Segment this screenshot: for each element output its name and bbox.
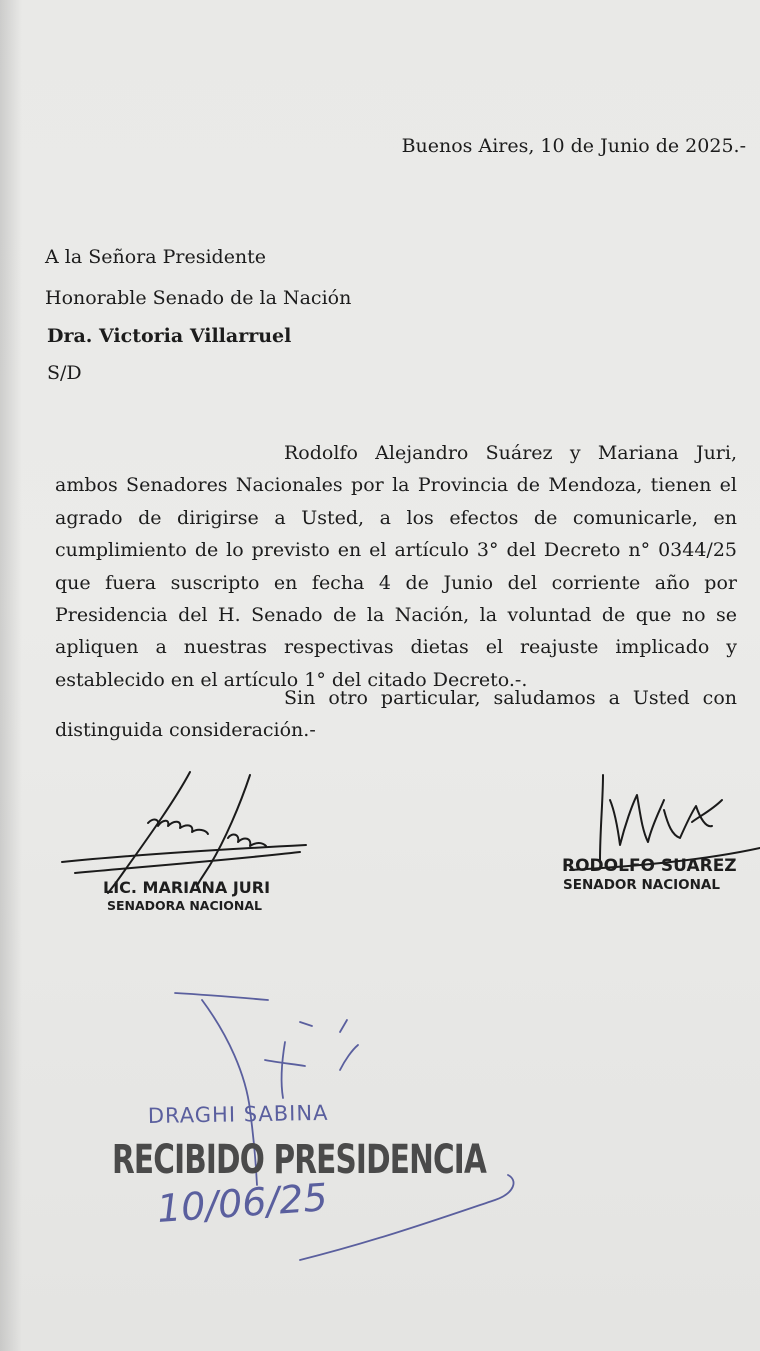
stamp-handwritten-name: DRAGHI SABINA — [147, 1100, 329, 1128]
signature-juri — [62, 772, 306, 893]
signature-title-left: SENADORA NACIONAL — [107, 898, 263, 913]
date-line: Buenos Aires, 10 de Junio de 2025.- — [401, 135, 746, 157]
signature-name-right: RODOLFO SUAREZ — [562, 856, 737, 876]
signature-title-right: SENADOR NACIONAL — [563, 877, 720, 893]
recipient-line-1: A la Señora Presidente — [45, 246, 267, 268]
body-paragraph-2: Sin otro particular, saludamos a Usted con distinguida consideración.- — [55, 687, 737, 742]
recipient-line-2: Honorable Senado de la Nación — [45, 287, 352, 309]
signature-name-left: LIC. MARIANA JURI — [103, 878, 271, 897]
reception-stamp-text: RECIBIDO PRESIDENCIA — [112, 1137, 486, 1183]
recipient-abbrev: S/D — [47, 362, 82, 384]
stamp-handwritten-date: 10/06/25 — [155, 1175, 329, 1231]
recipient-name: Dra. Victoria Villarruel — [47, 325, 292, 347]
body-paragraph-1: Rodolfo Alejandro Suárez y Mariana Juri, ambos Senadores Nacionales por la Provincia de Mendoza, tienen el agrado de dirigirse a Usted, a los efectos de comunicarle, en cumplimiento de lo previsto en el artículo 3° del Decreto n° 0344/25 que fuera suscripto en fecha 4 de Junio del corriente año por Presidencia del H. Senado de la Nación, la voluntad de que no se apliquen a nuestras respectivas dietas el reajuste implicado y establecido en el artículo 1° del citado Decreto.-. — [55, 442, 737, 691]
